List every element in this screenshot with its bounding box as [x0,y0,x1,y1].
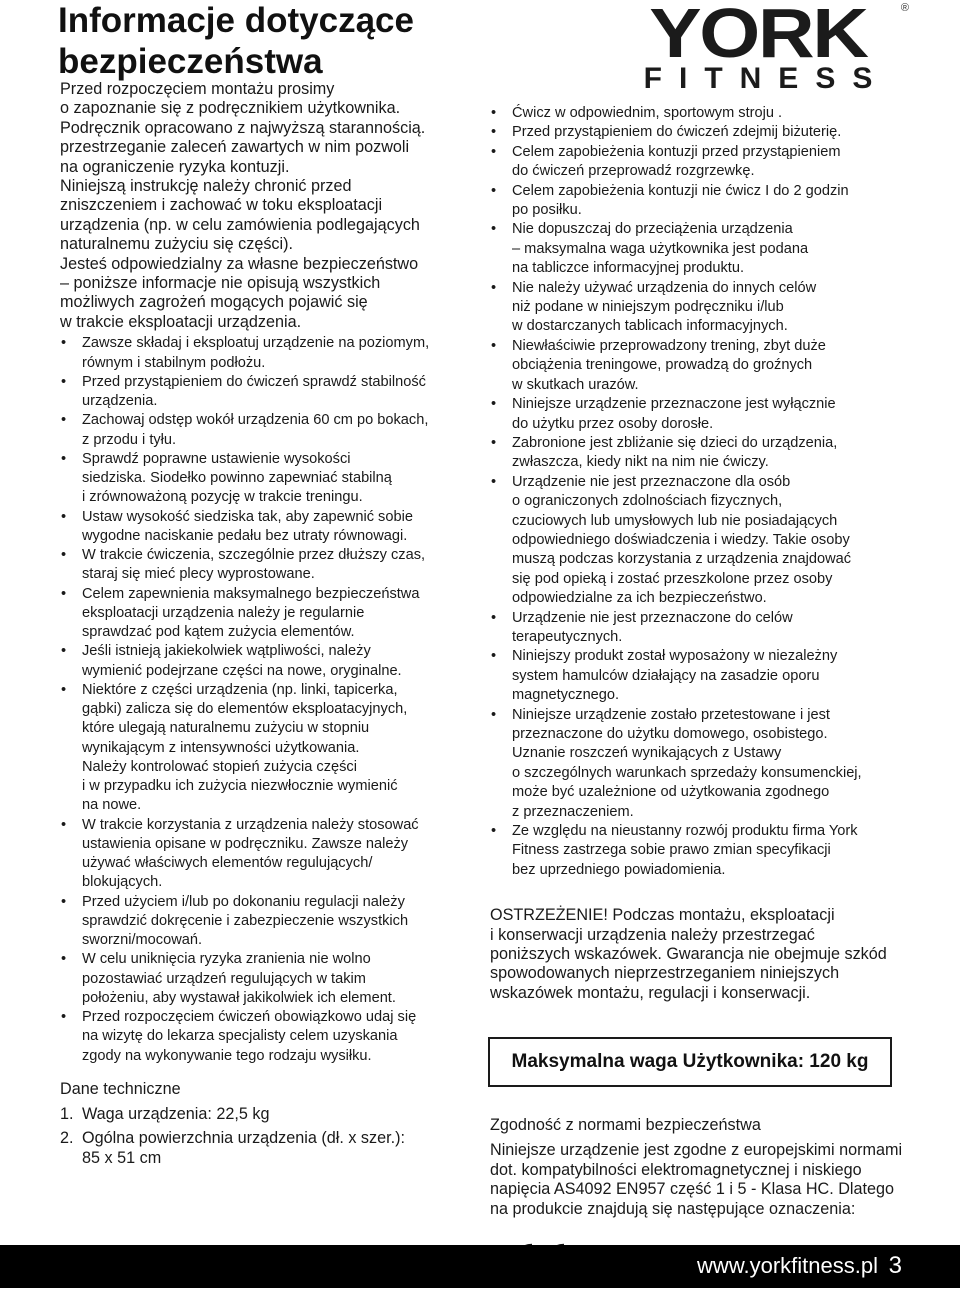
tech-data-item [60,1129,480,1169]
bullet-item [490,279,910,337]
bullet-item [60,681,480,816]
bullet-line: obciążenia treningowe, prowadzą do groźnych [512,357,813,374]
bullet-line: pozostawiać urządzeń regulujących w takim [82,970,366,987]
bullet-line: terapeutycznych. [512,628,623,645]
bullet-line: o ograniczonych zdolnościach fizycznych, [512,493,783,510]
bullet-line: • Zachowaj odstęp wokół urządzenia 60 cm po bokach, [82,412,429,429]
bullet-item [490,822,910,880]
warning-line: spowodowanych nieprzestrzeganiem niniejszych [490,964,840,983]
bullet-item [60,950,480,1008]
compliance-line: Niniejsze urządzenie jest zgodne z europejskimi normami [490,1141,903,1160]
footer-website-url: www.yorkfitness.pl [697,1253,878,1278]
bullet-line: • W trakcie korzystania z urządzenia należy stosować [82,816,419,833]
bullet-line: • Zawsze składaj i eksploatuj urządzenie na poziomym, [82,335,430,352]
tech-data-heading: Dane techniczne [60,1079,181,1098]
bullet-line: • Ustaw wysokość siedziska tak, aby zapewnić sobie [82,508,413,525]
bullet-line: • Nie należy używać urządzenia do innych celów [512,279,817,296]
bullet-line: do użytku przez osoby dorosłe. [512,415,714,432]
bullet-line: urządzenia. [82,393,158,410]
intro-paragraph [60,80,480,332]
bullet-line: system hamulców działający na zasadzie oporu [512,667,820,684]
bullet-item [490,123,910,142]
bullet-line: z przodu i tyłu. [82,431,177,448]
bullet-line: sprawdzać pod kątem zużycia elementów. [82,624,355,641]
bullet-line: wygodne naciskanie pedału bez utraty równowagi. [82,527,408,544]
compliance-heading: Zgodność z normami bezpieczeństwa [490,1116,761,1135]
bullet-line: do ćwiczeń przeprowadź rozgrzewkę. [512,163,755,180]
bullet-line: niż podane w niniejszym podręczniku i/lub [512,299,784,316]
intro-line: Przed rozpoczęciem montażu prosimy [60,80,335,98]
bullet-line: bez uprzedniego powiadomienia. [512,861,726,878]
bullet-item [60,508,480,547]
bullet-line: • Przed przystąpieniem do ćwiczeń zdejmij biżuterię. [512,124,842,141]
tech-item-line: Waga urządzenia: 22,5 kg [82,1105,270,1124]
bullet-line: • Przed przystąpieniem do ćwiczeń sprawdź stabilność [82,373,426,390]
tech-item-text [82,1105,269,1125]
intro-line: urządzenia (np. w celu zamówienia podlegających [60,215,420,234]
intro-line: Niniejszą instrukcję należy chronić przed [60,177,352,196]
bullet-line: odpowiedzialne za ich bezpieczeństwo. [512,590,767,607]
compliance-line: napięcia AS4092 EN957 część 1 i 5 - Klasa HC. Dlatego [490,1180,895,1199]
footer-bar [0,1245,960,1288]
bullet-line: po posiłku. [512,202,582,219]
bullet-item [490,647,910,705]
bullet-line: na wizytę do lekarza specjalisty celem uzyskania [82,1028,398,1045]
bullet-item [60,334,480,373]
intro-line: zniszczeniem i zachować w toku eksploatacji [60,196,383,215]
intro-line: w trakcie eksploatacji urządzenia. [60,312,302,331]
bullet-line: Uznanie roszczeń wynikających z Ustawy [512,745,782,762]
bullet-line: gąbki) zalicza się do elementów eksploatacyjnych, [82,701,408,718]
warning-line: i konserwacji urządzenia należy przestrzegać [490,925,815,944]
bullet-line: • Celem zapewnienia maksymalnego bezpieczeństwa [82,585,420,602]
bullet-line: • Zabronione jest zbliżanie się dzieci do urządzenia, [512,434,838,451]
bullet-item [60,642,480,681]
bullet-line: na tabliczce informacyjnej produktu. [512,260,744,277]
bullet-line: wymienić podejrzane części na nowe, oryginalne. [82,662,402,679]
bullet-line: eksploatacji urządzenia należy je regularnie [82,604,365,621]
bullet-line: o szczególnych warunkach sprzedaży konsumenckiej, [512,764,862,781]
bullet-item [60,893,480,951]
bullet-line: sprawdzić dokręcenie i zabezpieczenie wszystkich [82,912,409,929]
bullet-item [490,473,910,609]
bullet-line: czuciowych lub umysłowych lub nie posiadających [512,512,838,529]
bullet-line: • Niniejszy produkt został wyposażony w niezależny [512,648,838,665]
bullet-item [490,182,910,221]
logo-fitness-text: FITNESS [643,62,890,95]
left-column [60,80,480,1169]
bullet-line: • Urządzenie nie jest przeznaczone dla osób [512,473,791,490]
tech-data-item [60,1105,480,1125]
warning-paragraph [490,906,910,1003]
bullet-item [490,143,910,182]
warning-line: poniższych wskazówek. Gwarancja nie obejmuje szkód [490,945,887,964]
bullet-item [60,450,480,508]
bullet-line: wynikającym z intensywności użytkowania. [82,739,360,756]
bullet-line: które ulegają naturalnemu zużyciu w stopniu [82,720,370,737]
bullet-item [490,337,910,395]
intro-line: Podręcznik opracowano z najwyższą starannością. [60,118,426,137]
bullet-item [60,411,480,450]
bullet-item [490,104,910,123]
bullet-item [60,1008,480,1066]
intro-line: naturalnemu zużyciu się części). [60,235,294,254]
tech-item-text [82,1129,405,1169]
bullet-line: • Niektóre z części urządzenia (np. linki, tapicerka, [82,681,398,698]
compliance-line: dot. kompatybilności elektromagnetycznej i niskiego [490,1160,862,1179]
bullet-line: w dostarczanych tablicach informacyjnych. [512,318,788,335]
logo-york-text: YORK [649,0,867,72]
page-title-line: bezpieczeństwa [58,42,323,81]
page-title-line: Informacje dotyczące [58,1,414,40]
bullet-line: równym i stabilnym podłożu. [82,354,266,371]
bullet-line: ustawienia opisane w podręczniku. Zawsze należy [82,835,409,852]
bullet-line: • Nie dopuszczaj do przeciążenia urządzenia [512,221,793,238]
bullet-line: zwłaszcza, kiedy nikt na nim nie ćwiczy. [512,454,769,471]
bullet-line: zgody na wykonywanie tego rodzaju wysiłku. [82,1047,372,1064]
warning-line: OSTRZEŻENIE! Podczas montażu, eksploatacji [490,906,835,925]
tech-item-line: 85 x 51 cm [82,1148,162,1167]
bullet-item [490,706,910,822]
bullet-item [60,816,480,893]
bullet-item [490,434,910,473]
tech-data-list [60,1105,480,1168]
bullet-line: może być uzależnione od użytkowania zgodnego [512,784,830,801]
bullet-line: – maksymalna waga użytkownika jest podana [512,240,809,257]
bullet-line: w skutkach urazów. [512,376,639,393]
bullet-line: • Ćwicz w odpowiednim, sportowym stroju . [512,105,783,121]
intro-line: – poniższe informacje nie opisują wszystkich [60,274,381,293]
bullet-line: magnetycznego. [512,687,620,704]
intro-line: o zapoznanie się z podręcznikiem użytkownika. [60,99,401,118]
tech-item-number: 2. [60,1128,74,1147]
bullet-line: sworzni/mocowań. [82,932,203,949]
bullet-item [60,546,480,585]
bullet-line: • Sprawdź poprawne ustawienie wysokości [82,450,351,467]
bullet-line: • Ze względu na nieustanny rozwój produktu firma York [512,823,858,840]
bullet-line: • Niniejsze urządzenie przeznaczone jest wyłącznie [512,396,836,413]
bullet-line: używać właściwych elementów regulujących/ [82,855,373,872]
bullet-line: • Jeśli istnieją jakiekolwiek wątpliwości, należy [82,643,371,660]
right-safety-list [490,104,910,880]
intro-line: Jesteś odpowiedzialny za własne bezpieczeństwo [60,254,419,273]
bullet-line: • Niewłaściwie przeprowadzony trening, zbyt duże [512,337,826,354]
bullet-line: • Przed rozpoczęciem ćwiczeń obowiązkowo udaj się [82,1009,417,1026]
intro-line: możliwych zagrożeń mogących pojawić się [60,293,368,312]
bullet-item [490,220,910,278]
bullet-line: • W celu uniknięcia ryzyka zranienia nie wolno [82,951,371,968]
registered-mark: ® [900,2,909,14]
bullet-line: na nowe. [82,797,142,814]
bullet-item [490,609,910,648]
bullet-line: położeniu, aby wystawał jakikolwiek ich element. [82,989,396,1006]
bullet-line: i zrównoważoną pozycję w trakcie treningu. [82,489,363,506]
bullet-line: • Urządzenie nie jest przeznaczone do celów [512,609,793,626]
york-fitness-logo [613,0,909,95]
bullet-line: • W trakcie ćwiczenia, szczególnie przez dłuższy czas, [82,547,426,564]
intro-line: przestrzeganie zaleceń zawartych w nim pozwoli [60,138,410,157]
right-column [490,104,910,1292]
bullet-line: się pod opieką i zostać przeszkolone przez osoby [512,570,833,587]
warning-line: wskazówek montażu, regulacji i konserwacji. [490,983,811,1002]
tech-item-number: 1. [60,1105,74,1124]
bullet-line: • Celem zapobieżenia kontuzji nie ćwicz I do 2 godzin [512,182,849,199]
compliance-paragraph [490,1141,910,1219]
bullet-line: Należy kontrolować stopień zużycia części [82,758,357,775]
intro-line: na ograniczenie ryzyka kontuzji. [60,157,290,176]
bullet-line: z przeznaczeniem. [512,803,634,820]
bullet-line: • Niniejsze urządzenie zostało przetestowane i jest [512,706,830,723]
bullet-line: i w przypadku ich zużycia niezwłocznie wymienić [82,778,398,795]
bullet-item [490,395,910,434]
bullet-item [60,585,480,643]
bullet-item [60,373,480,412]
max-user-weight-text: Maksymalna waga Użytkownika: 120 kg [511,1051,869,1073]
tech-item-line: Ogólna powierzchnia urządzenia (dł. x szer.): [82,1128,406,1147]
max-user-weight-box [488,1037,892,1087]
page-number: 3 [888,1252,902,1279]
page-title [58,0,478,82]
bullet-line: muszą podczas korzystania z urządzenia znajdować [512,551,852,568]
compliance-line: na produkcie znajdują się następujące oznaczenia: [490,1199,856,1218]
bullet-line: odpowiedniego doświadczenia i wiedzy. Takie osoby [512,531,850,548]
bullet-line: • Przed użyciem i/lub po dokonaniu regulacji należy [82,893,405,910]
bullet-line: • Celem zapobieżenia kontuzji przed przystąpieniem [512,143,841,160]
left-safety-list [60,334,480,1066]
bullet-line: staraj się mieć plecy wyprostowane. [82,566,315,583]
bullet-line: blokujących. [82,874,163,891]
bullet-line: siedziska. Siodełko powinno zapewniać stabilną [82,470,392,487]
bullet-line: przeznaczone do użytku domowego, osobistego. [512,726,828,742]
bullet-line: Fitness zastrzega sobie prawo zmian specyfikacji [512,842,831,859]
